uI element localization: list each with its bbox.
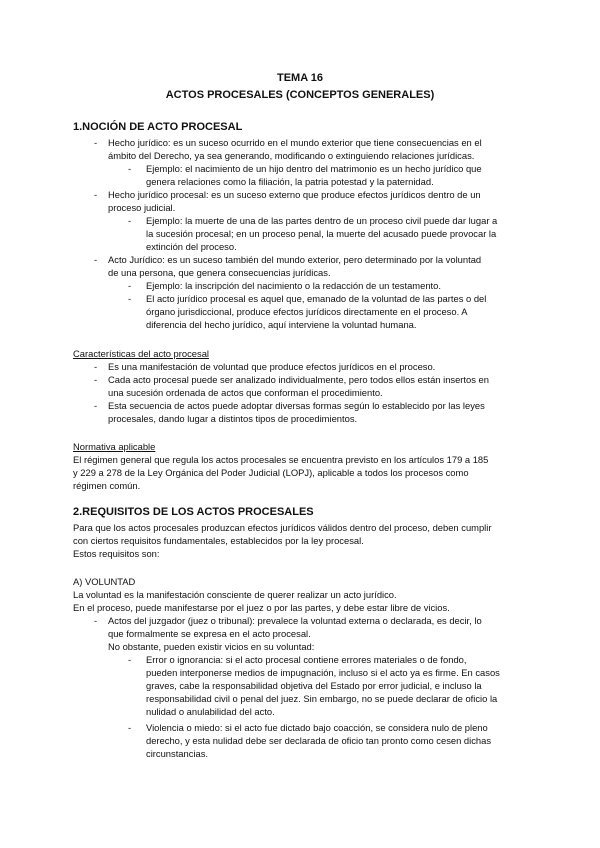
- bullet-dash: -: [128, 163, 132, 174]
- text-line: Hecho jurídico: es un suceso ocurrido en el mundo exterior que tiene consecuencias en el: [108, 137, 482, 148]
- text-line: Ejemplo: la inscripción del nacimiento o la redacción de un testamento.: [146, 280, 441, 291]
- text-line: Error o ignorancia: si el acto procesal contiene errores materiales o de fondo,: [146, 654, 467, 665]
- text-line: con ciertos requisitos fundamentales, establecidos por la ley procesal.: [73, 535, 364, 546]
- bullet-dash: -: [128, 654, 132, 665]
- bullet-dash: -: [94, 374, 98, 385]
- bullet-dash: -: [128, 722, 132, 733]
- bullet-dash: -: [94, 137, 98, 148]
- subsection-heading: A) VOLUNTAD: [73, 576, 136, 587]
- text-line: graves, cabe la responsabilidad objetiva del Estado por error judicial, e incluso la: [146, 680, 482, 691]
- text-line: y 229 a 278 de la Ley Orgánica del Poder Judicial (LOPJ), aplicable a todos los procesos como: [73, 467, 469, 478]
- text-line: Cada acto procesal puede ser analizado individualmente, pero todos ellos están insertos en: [108, 374, 489, 385]
- text-line: La voluntad es la manifestación consciente de querer realizar un acto jurídico.: [73, 589, 397, 600]
- text-line: Estos requisitos son:: [73, 548, 160, 559]
- text-line: derecho, y esta nulidad debe ser declarada de oficio tan pronto como cesen dichas: [146, 735, 492, 746]
- text-line: pueden interponerse medios de impugnación, incluso si el acto ya es firme. En casos: [146, 667, 500, 678]
- bullet-dash: -: [94, 400, 98, 411]
- bullet-dash: -: [94, 254, 98, 265]
- text-line: Ejemplo: el nacimiento de un hijo dentro del matrimonio es un hecho jurídico que: [146, 163, 482, 174]
- bullet-dash: -: [94, 615, 98, 626]
- bullet-dash: -: [94, 189, 98, 200]
- section-heading: 2.REQUISITOS DE LOS ACTOS PROCESALES: [73, 506, 314, 518]
- text-line: nulidad o anulabilidad del acto.: [146, 706, 275, 717]
- text-line: Ejemplo: la muerte de una de las partes dentro de un proceso civil puede dar lugar a: [146, 215, 498, 226]
- page-title: TEMA 16: [276, 72, 324, 84]
- page-subtitle: ACTOS PROCESALES (CONCEPTOS GENERALES): [165, 89, 435, 101]
- bullet-dash: -: [128, 215, 132, 226]
- text-line: una sucesión ordenada de actos que conforman el procedimiento.: [108, 387, 383, 398]
- text-line: Para que los actos procesales produzcan efectos jurídicos válidos dentro del proceso, deben cumplir: [73, 522, 492, 533]
- text-line: procesales, dando lugar a distintos tipos de procedimientos.: [108, 413, 358, 424]
- text-line: proceso judicial.: [108, 202, 176, 213]
- text-line: No obstante, pueden existir vicios en su voluntad:: [108, 641, 315, 652]
- text-line: Hecho jurídico procesal: es un suceso externo que produce efectos jurídicos dentro de un: [108, 189, 481, 200]
- text-line: genera relaciones como la filiación, la patria potestad y la paternidad.: [146, 176, 434, 187]
- text-line: régimen común.: [73, 480, 141, 491]
- bullet-dash: -: [128, 280, 132, 291]
- text-line: El acto jurídico procesal es aquel que, emanado de la voluntad de las partes o del: [146, 293, 487, 304]
- subsection-heading: Características del acto procesal: [73, 348, 209, 359]
- text-line: ámbito del Derecho, ya sea generando, modificando o extinguiendo relaciones jurídicas.: [108, 150, 475, 161]
- text-line: Actos del juzgador (juez o tribunal): prevalece la voluntad externa o declarada, es decir, lo: [108, 615, 482, 626]
- text-line: órgano jurisdiccional, produce efectos jurídicos directamente en el proceso. A: [146, 306, 468, 317]
- text-line: Violencia o miedo: si el acto fue dictado bajo coacción, se considera nulo de pleno: [146, 722, 488, 733]
- text-line: responsabilidad civil o penal del juez. Sin embargo, no se puede declarar de oficio la: [146, 693, 498, 704]
- bullet-dash: -: [94, 361, 98, 372]
- text-line: diferencia del hecho jurídico, aquí interviene la voluntad humana.: [146, 319, 417, 330]
- text-line: Acto Jurídico: es un suceso también del mundo exterior, pero determinado por la voluntad: [108, 254, 482, 265]
- bullet-dash: -: [128, 293, 132, 304]
- text-line: de una persona, que genera consecuencias jurídicas.: [108, 267, 331, 278]
- text-line: El régimen general que regula los actos procesales se encuentra previsto en los artículos 179 a 185: [73, 454, 489, 465]
- text-line: En el proceso, puede manifestarse por el juez o por las partes, y debe estar libre de vicios.: [73, 602, 450, 613]
- text-line: la sucesión procesal; en un proceso penal, la muerte del acusado puede provocar la: [146, 228, 497, 239]
- text-line: circunstancias.: [146, 748, 209, 759]
- text-line: extinción del proceso.: [146, 241, 237, 252]
- text-line: Es una manifestación de voluntad que produce efectos jurídicos en el proceso.: [108, 361, 436, 372]
- section-heading: 1.NOCIÓN DE ACTO PROCESAL: [73, 121, 243, 133]
- subsection-heading: Normativa aplicable: [73, 441, 156, 452]
- text-line: que formalmente se expresa en el acto procesal.: [108, 628, 311, 639]
- text-line: Esta secuencia de actos puede adoptar diversas formas según lo establecido por las leyes: [108, 400, 485, 411]
